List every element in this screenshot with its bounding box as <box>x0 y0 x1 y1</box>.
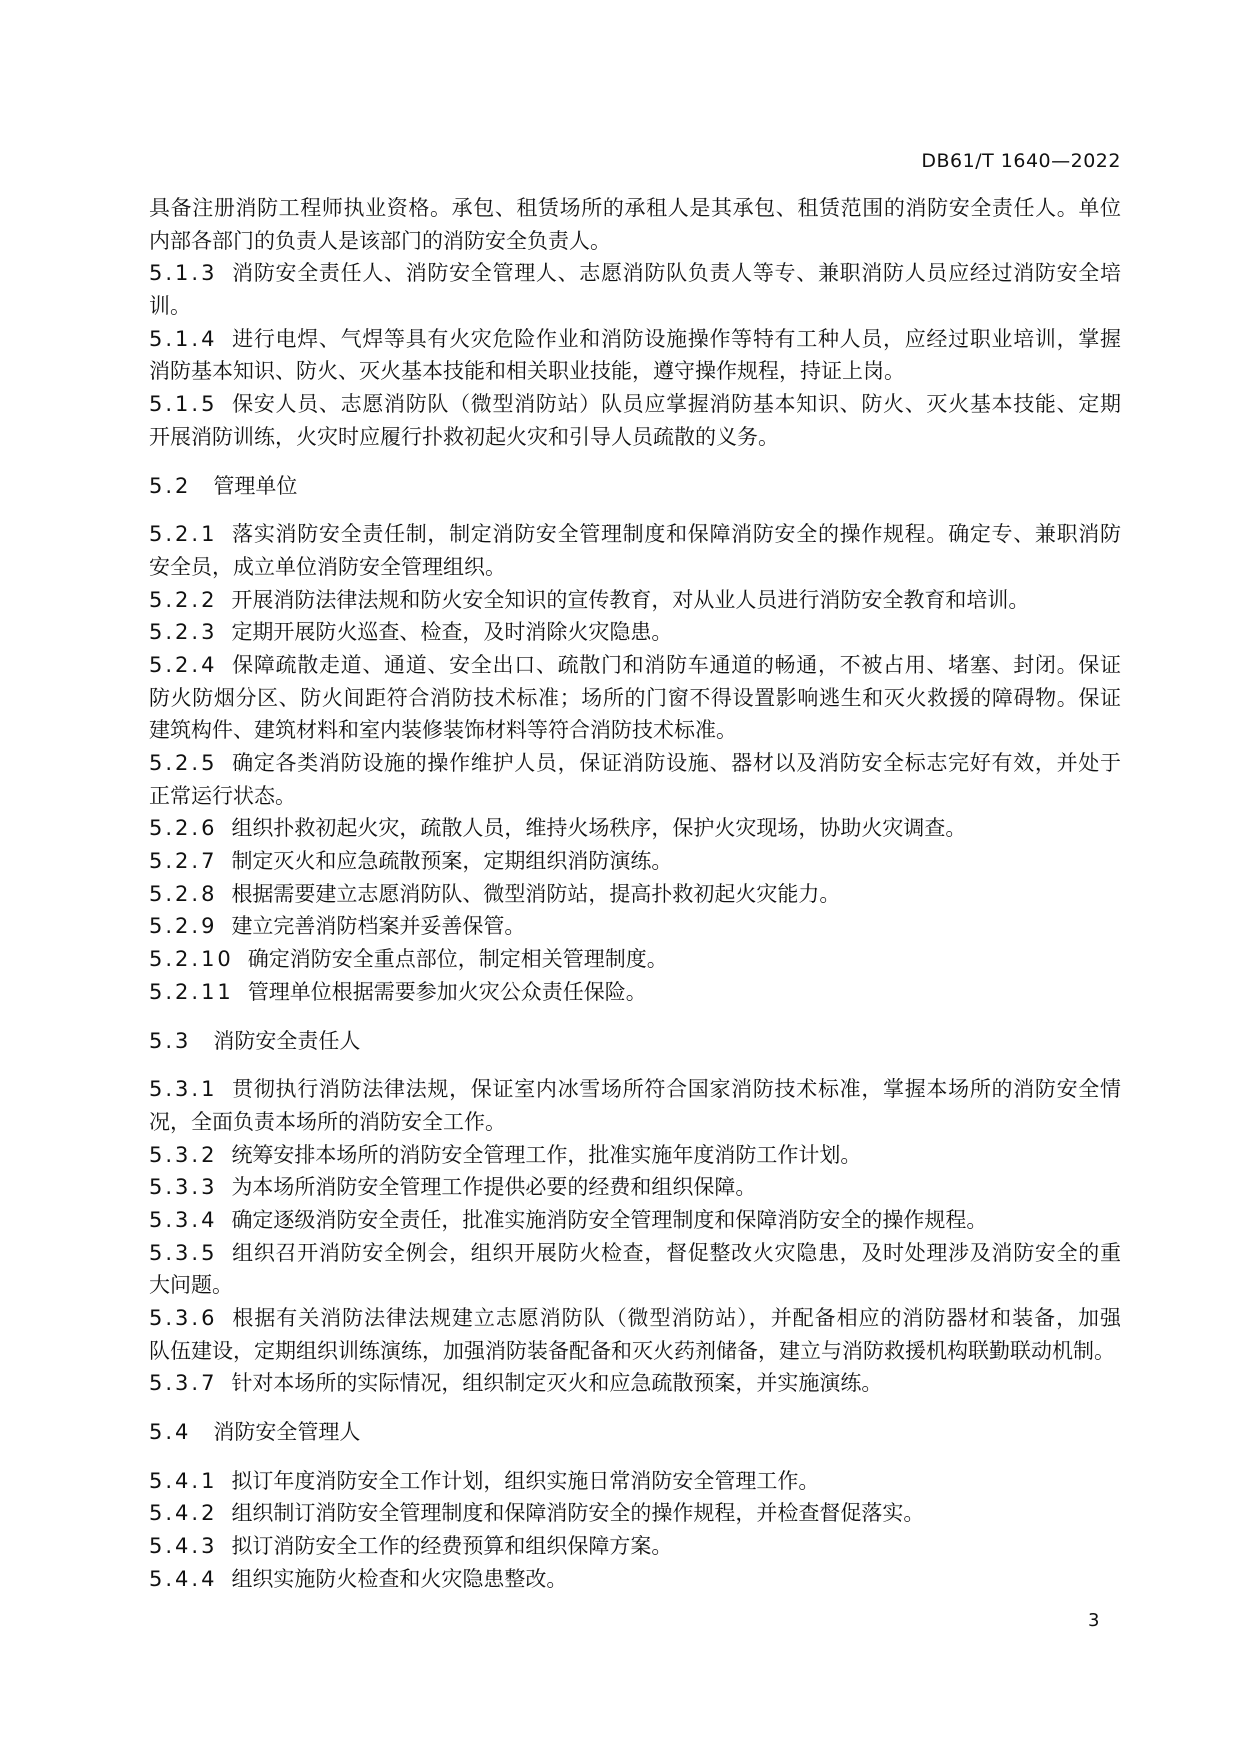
clause-text: 组织召开消防安全例会，组织开展防火检查，督促整改火灾隐患，及时处理涉及消防安全的重 <box>231 1240 1121 1265</box>
clause-number: 5.1.4 <box>149 326 218 351</box>
clause-number: 5.2.9 <box>149 914 218 939</box>
clause-line <box>149 388 1121 421</box>
clause-line <box>149 649 1121 682</box>
clause-line <box>149 910 1121 943</box>
clause-text: 拟订消防安全工作的经费预算和组织保障方案。 <box>231 1534 673 1559</box>
clause-text: 安全员，成立单位消防安全管理组织。 <box>149 554 506 579</box>
clause-number: 5.1.3 <box>149 261 218 286</box>
clause-line <box>149 812 1121 845</box>
clause-text: 确定消防安全重点部位，制定相关管理制度。 <box>247 947 668 972</box>
clause-line <box>149 1530 1121 1563</box>
clause-text: 内部各部门的负责人是该部门的消防安全负责人。 <box>149 228 611 253</box>
section-title: 消防安全责任人 <box>213 1028 361 1053</box>
clause-line <box>149 1497 1121 1530</box>
clause-text: 针对本场所的实际情况，组织制定灭火和应急疏散预案，并实施演练。 <box>231 1371 883 1396</box>
clause-number: 5.4.2 <box>149 1501 218 1526</box>
clause-line <box>149 1106 1121 1139</box>
clause-text: 根据有关消防法律法规建立志愿消防队（微型消防站），并配备相应的消防器材和装备，加强 <box>231 1306 1121 1330</box>
document-body <box>149 192 1121 1596</box>
clause-number: 5.2.3 <box>149 620 218 645</box>
clause-text: 组织扑救初起火灾，疏散人员，维持火场秩序，保护火灾现场，协助火灾调查。 <box>231 816 967 841</box>
section-title: 消防安全管理人 <box>213 1420 361 1445</box>
clause-text: 开展消防训练，火灾时应履行扑救初起火灾和引导人员疏散的义务。 <box>149 424 779 449</box>
clause-text: 消防基本知识、防火、灭火基本技能和相关职业技能，遵守操作规程，持证上岗。 <box>149 359 905 384</box>
clause-number: 5.2.8 <box>149 881 218 906</box>
clause-text: 制定灭火和应急疏散预案，定期组织消防演练。 <box>231 849 673 874</box>
clause-text: 进行电焊、气焊等具有火灾危险作业和消防设施操作等特有工种人员，应经过职业培训，掌握 <box>231 326 1121 351</box>
clause-number: 5.3.6 <box>149 1306 218 1330</box>
clause-line <box>149 878 1121 911</box>
clause-text: 保障疏散走道、通道、安全出口、疏散门和消防车通道的畅通，不被占用、堵塞、封闭。保证 <box>231 652 1121 677</box>
clause-number: 5.3.7 <box>149 1371 218 1396</box>
page-number: 3 <box>1088 1610 1100 1631</box>
clause-text: 贯彻执行消防法律法规，保证室内冰雪场所符合国家消防技术标准，掌握本场所的消防安全情 <box>231 1077 1121 1102</box>
clause-text: 为本场所消防安全管理工作提供必要的经费和组织保障。 <box>231 1175 757 1200</box>
section-heading <box>149 470 1121 503</box>
clause-line <box>149 290 1121 323</box>
clause-number: 5.2.11 <box>149 979 234 1004</box>
clause-text: 定期开展防火巡查、检查，及时消除火灾隐患。 <box>231 620 673 645</box>
clause-line <box>149 747 1121 780</box>
clause-text: 消防安全责任人、消防安全管理人、志愿消防队负责人等专、兼职消防人员应经过消防安全培 <box>231 261 1121 286</box>
section-heading <box>149 1416 1121 1449</box>
clause-number: 5.3.4 <box>149 1207 218 1232</box>
clause-number: 5.4.1 <box>149 1468 218 1493</box>
clause-text: 确定各类消防设施的操作维护人员，保证消防设施、器材以及消防安全标志完好有效，并处于 <box>231 751 1121 775</box>
section-number: 5.4 <box>149 1420 192 1445</box>
clause-text: 具备注册消防工程师执业资格。承包、租赁场所的承租人是其承包、租赁范围的消防安全责任人。单位 <box>149 196 1121 220</box>
clause-line <box>149 551 1121 584</box>
clause-text: 建筑构件、建筑材料和室内装修装饰材料等符合消防技术标准。 <box>149 718 737 743</box>
clause-number: 5.2.5 <box>149 751 218 775</box>
clause-text: 训。 <box>149 294 191 319</box>
clause-line <box>149 355 1121 388</box>
clause-text: 建立完善消防档案并妥善保管。 <box>231 914 526 939</box>
clause-text: 况，全面负责本场所的消防安全工作。 <box>149 1109 506 1134</box>
clause-line <box>149 616 1121 649</box>
clause-number: 5.2.1 <box>149 522 218 547</box>
clause-number: 5.2.4 <box>149 652 218 677</box>
clause-text: 确定逐级消防安全责任，批准实施消防安全管理制度和保障消防安全的操作规程。 <box>231 1207 988 1232</box>
clause-number: 5.4.4 <box>149 1566 218 1591</box>
clause-line <box>149 584 1121 617</box>
section-number: 5.2 <box>149 473 192 498</box>
clause-line <box>149 1171 1121 1204</box>
clause-line <box>149 1563 1121 1596</box>
clause-number: 5.2.6 <box>149 816 218 841</box>
clause-text: 根据需要建立志愿消防队、微型消防站，提高扑救初起火灾能力。 <box>231 881 841 906</box>
clause-line <box>149 421 1121 454</box>
clause-line <box>149 257 1121 290</box>
clause-number: 5.1.5 <box>149 392 218 417</box>
clause-line <box>149 518 1121 551</box>
clause-text: 开展消防法律法规和防火安全知识的宣传教育，对从业人员进行消防安全教育和培训。 <box>231 587 1030 612</box>
clause-line <box>149 976 1121 1009</box>
clause-line <box>149 1073 1121 1106</box>
clause-number: 5.2.10 <box>149 947 234 972</box>
clause-line <box>149 682 1121 715</box>
clause-text: 保安人员、志愿消防队（微型消防站）队员应掌握消防基本知识、防火、灭火基本技能、定期 <box>231 392 1121 417</box>
clause-line <box>149 192 1121 225</box>
clause-text: 正常运行状态。 <box>149 783 296 808</box>
clause-number: 5.4.3 <box>149 1534 218 1559</box>
clause-text: 防火防烟分区、防火间距符合消防技术标准；场所的门窗不得设置影响逃生和灭火救援的障碍物。保证 <box>149 685 1121 710</box>
clause-line <box>149 714 1121 747</box>
clause-number: 5.3.5 <box>149 1240 218 1265</box>
clause-number: 5.3.1 <box>149 1077 218 1102</box>
clause-text: 管理单位根据需要参加火灾公众责任保险。 <box>247 979 647 1004</box>
clause-line <box>149 780 1121 813</box>
clause-line <box>149 1367 1121 1400</box>
clause-text: 组织实施防火检查和火灾隐患整改。 <box>231 1566 568 1591</box>
clause-number: 5.3.3 <box>149 1175 218 1200</box>
clause-text: 拟订年度消防安全工作计划，组织实施日常消防安全管理工作。 <box>231 1468 820 1493</box>
clause-line <box>149 1204 1121 1237</box>
clause-text: 组织制订消防安全管理制度和保障消防安全的操作规程，并检查督促落实。 <box>231 1501 925 1526</box>
clause-text: 大问题。 <box>149 1273 233 1298</box>
clause-line <box>149 1302 1121 1335</box>
section-number: 5.3 <box>149 1028 192 1053</box>
clause-line <box>149 1269 1121 1302</box>
clause-line <box>149 943 1121 976</box>
clause-line <box>149 1237 1121 1270</box>
clause-line <box>149 1139 1121 1172</box>
section-heading <box>149 1025 1121 1058</box>
clause-line <box>149 1335 1121 1368</box>
clause-number: 5.3.2 <box>149 1142 218 1167</box>
document-standard-number: DB61/T 1640—2022 <box>921 150 1121 172</box>
clause-number: 5.2.2 <box>149 587 218 612</box>
clause-text: 队伍建设，定期组织训练演练，加强消防装备配备和灭火药剂储备，建立与消防救援机构联勤联动机制。 <box>149 1338 1115 1363</box>
clause-line <box>149 323 1121 356</box>
clause-line <box>149 1465 1121 1498</box>
clause-text: 落实消防安全责任制，制定消防安全管理制度和保障消防安全的操作规程。确定专、兼职消防 <box>231 522 1121 547</box>
clause-line <box>149 845 1121 878</box>
section-title: 管理单位 <box>213 473 298 498</box>
clause-line <box>149 225 1121 258</box>
clause-text: 统筹安排本场所的消防安全管理工作，批准实施年度消防工作计划。 <box>231 1142 862 1167</box>
clause-number: 5.2.7 <box>149 849 218 874</box>
